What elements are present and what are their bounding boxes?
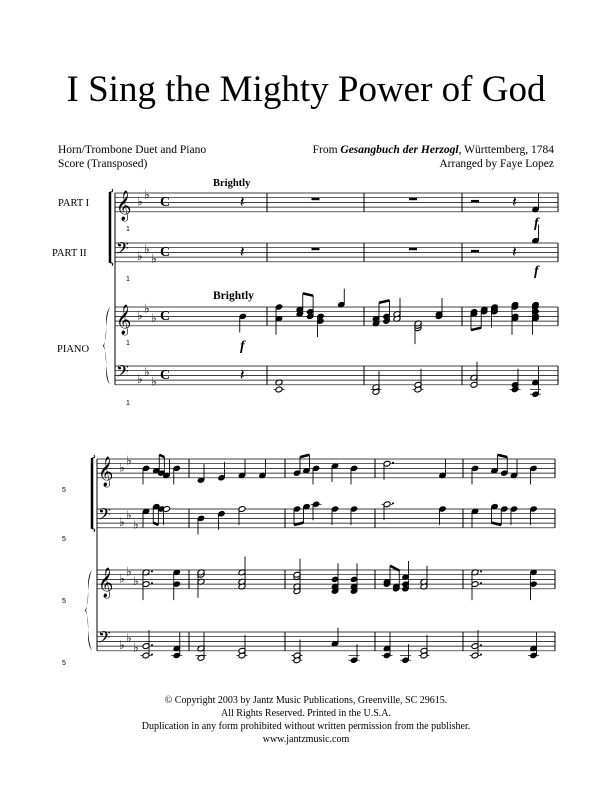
source-title: Gesangbuch der Herzogl: [340, 144, 459, 156]
measure-number: 1: [126, 340, 130, 347]
flat-icon: ♭: [151, 251, 157, 266]
quarter-rest: 𝄽: [512, 242, 517, 261]
publisher-url[interactable]: www.jantzmusic.com: [262, 734, 350, 745]
augmentation-dot: [480, 654, 482, 656]
time-signature: C: [160, 309, 171, 324]
flat-icon: ♭: [126, 453, 132, 468]
treble-clef-icon: 𝄞: [116, 190, 132, 221]
flat-icon: ♭: [151, 374, 157, 389]
flat-icon: ♭: [151, 310, 157, 325]
augmentation-dot: [151, 654, 153, 656]
part-bracket: [110, 189, 113, 192]
flat-icon: ♭: [119, 515, 125, 530]
flat-icon: ♭: [133, 517, 139, 532]
tempo-marking-piano: Brightly: [213, 290, 254, 302]
bass-clef-icon: 𝄢: [116, 238, 129, 262]
treble-clef-icon: 𝄞: [116, 304, 132, 335]
source-place: , Württemberg, 1784: [458, 144, 554, 156]
half-rest: [471, 250, 479, 253]
measure-number: 1: [126, 226, 130, 233]
copyright-line: © Copyright 2003 by Jantz Music Publications, Greenville, SC 29615.: [164, 695, 448, 706]
beam: [471, 328, 481, 330]
whole-rest: [409, 248, 417, 251]
bass-clef-icon: 𝄢: [98, 504, 111, 528]
score-title: I Sing the Mighty Power of God: [66, 69, 546, 110]
copyright-footer: [0, 694, 612, 746]
bass-clef-icon: 𝄢: [116, 361, 129, 385]
part-bracket: [110, 263, 113, 266]
beam: [300, 455, 310, 457]
half-rest: [471, 200, 479, 203]
quarter-rest: 𝄽: [239, 192, 245, 211]
piano-brace: [103, 307, 110, 385]
augmentation-dot: [151, 570, 153, 572]
flat-icon: ♭: [119, 638, 125, 653]
time-signature: C: [160, 368, 171, 383]
flat-icon: ♭: [137, 308, 143, 323]
duplication-line: Duplication in any form prohibited without written permission from the publisher.: [141, 721, 471, 732]
measure-number: 5: [62, 487, 66, 494]
flat-icon: ♭: [126, 508, 132, 523]
flat-icon: ♭: [144, 187, 150, 202]
beam: [159, 455, 164, 457]
time-signature: C: [160, 195, 171, 210]
measure-number: 1: [126, 400, 130, 407]
flat-icon: ♭: [126, 564, 132, 579]
treble-clef-icon: 𝄞: [98, 456, 114, 487]
quarter-rest: 𝄽: [239, 242, 245, 261]
flat-icon: ♭: [137, 372, 143, 387]
whole-rest: [409, 198, 417, 201]
dynamic-part2: f: [534, 264, 539, 279]
part-bracket: [92, 455, 95, 458]
quarter-rest: 𝄽: [512, 192, 517, 211]
part1-label: PART I: [58, 198, 90, 209]
part-bracket: [92, 529, 95, 532]
part2-label: PART II: [52, 248, 87, 259]
treble-clef-icon: 𝄞: [98, 567, 114, 598]
beam: [498, 455, 508, 457]
instrumentation-line: Horn/Trombone Duet and Piano: [58, 144, 207, 156]
beam: [379, 300, 390, 302]
flat-icon: ♭: [133, 573, 139, 588]
flat-icon: ♭: [126, 631, 132, 646]
arranger: Arranged by Faye Lopez: [439, 158, 554, 170]
augmentation-dot: [480, 570, 482, 572]
bass-clef-icon: 𝄢: [98, 627, 111, 651]
dynamic-part1: f: [534, 216, 539, 231]
flat-icon: ♭: [137, 249, 143, 264]
whole-rest: [312, 198, 320, 201]
augmentation-dot: [392, 502, 394, 504]
augmentation-dot: [392, 462, 394, 464]
measure-number: 5: [62, 660, 66, 667]
flat-icon: ♭: [144, 365, 150, 380]
piano-brace: [85, 570, 92, 651]
augmentation-dot: [151, 582, 153, 584]
dynamic-piano: f: [240, 339, 245, 354]
notehead: [275, 386, 283, 393]
quarter-rest: 𝄽: [239, 365, 245, 384]
augmentation-dot: [480, 644, 482, 646]
flat-icon: ♭: [119, 571, 125, 586]
flat-icon: ♭: [137, 194, 143, 209]
flat-icon: ♭: [144, 301, 150, 316]
beam: [303, 293, 313, 295]
measure-number: 5: [62, 598, 66, 605]
flat-icon: ♭: [119, 460, 125, 475]
flat-icon: ♭: [133, 640, 139, 655]
whole-rest: [312, 248, 320, 251]
score-type: Score (Transposed): [58, 158, 148, 170]
measure-number: 1: [126, 276, 130, 283]
augmentation-dot: [151, 644, 153, 646]
piano-label: PIANO: [57, 344, 90, 355]
tempo-marking-parts: Brightly: [213, 178, 251, 189]
rights-line: All Rights Reserved. Printed in the U.S.A.: [221, 708, 391, 719]
from-label: From: [312, 144, 338, 156]
augmentation-dot: [480, 582, 482, 584]
time-signature: C: [160, 245, 171, 260]
flat-icon: ♭: [144, 242, 150, 257]
measure-number: 5: [62, 536, 66, 543]
